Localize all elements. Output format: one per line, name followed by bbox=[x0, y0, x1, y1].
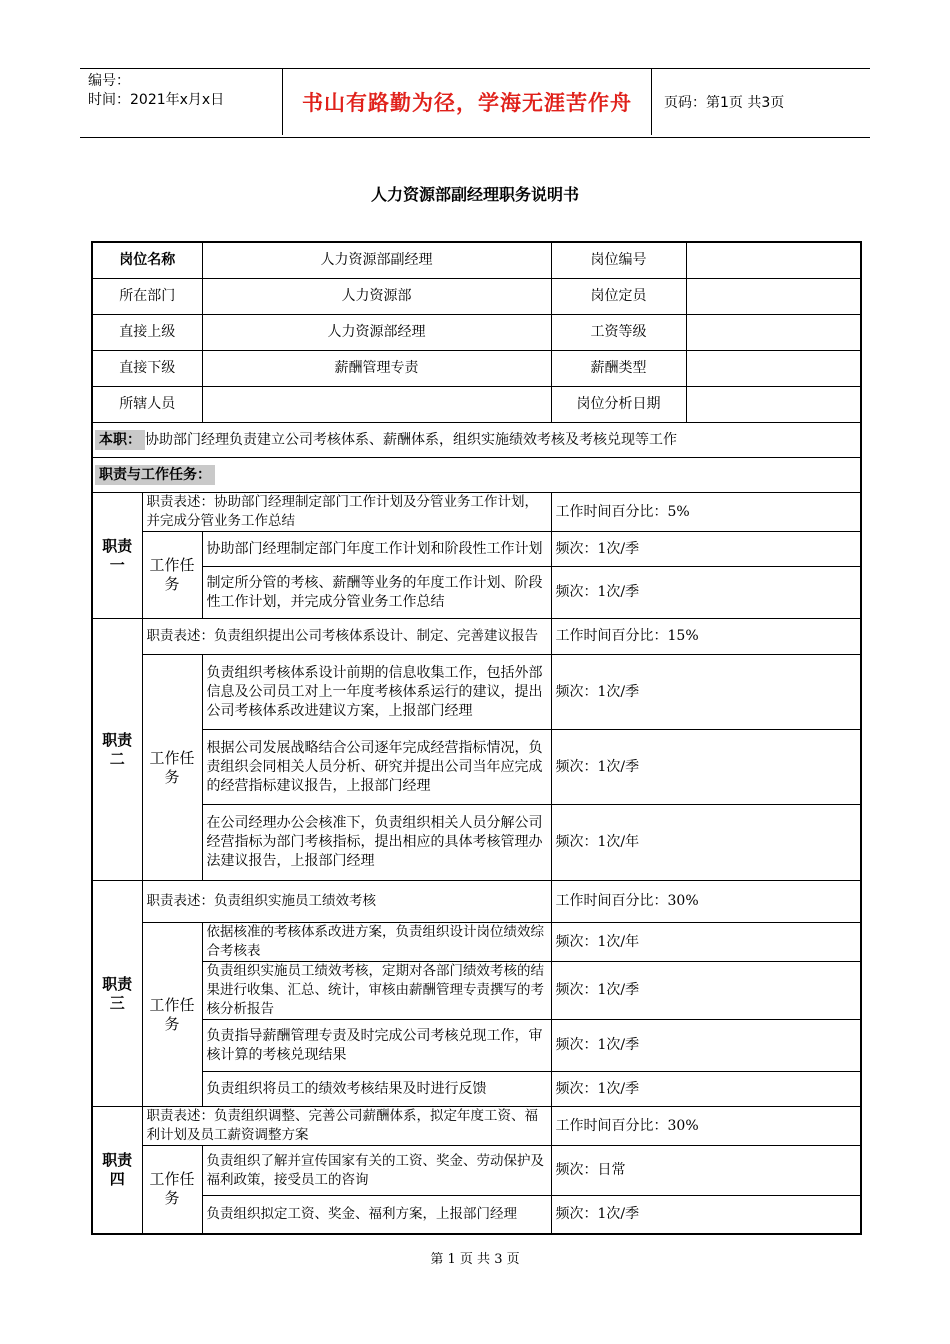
info-key: 岗位名称 bbox=[92, 242, 202, 279]
task-text: 依据核准的考核体系改进方案，负责组织设计岗位绩效综合考核表 bbox=[202, 923, 551, 962]
info-key: 岗位编号 bbox=[551, 242, 686, 279]
task-text: 负责组织将员工的绩效考核结果及时进行反馈 bbox=[202, 1072, 551, 1107]
info-row bbox=[92, 351, 861, 387]
task-text: 根据公司发展战略结合公司逐年完成经营指标情况，负责组织会同相关人员分析、研究并提出公司当年应完成的经营指标建议报告，上报部门经理 bbox=[202, 730, 551, 805]
task-row bbox=[92, 1146, 861, 1196]
info-key: 工资等级 bbox=[551, 315, 686, 351]
duties-header-cell bbox=[92, 458, 861, 493]
duty-percent: 工作时间百分比：30% bbox=[551, 1107, 861, 1146]
task-frequency: 频次：1次/年 bbox=[551, 923, 861, 962]
task-row bbox=[92, 1196, 861, 1234]
info-row bbox=[92, 315, 861, 351]
summary-label: 本职： bbox=[95, 430, 145, 450]
task-frequency: 频次：1次/季 bbox=[551, 730, 861, 805]
info-value bbox=[686, 315, 861, 351]
task-frequency: 频次：1次/季 bbox=[551, 1020, 861, 1072]
task-label: 工作任务 bbox=[142, 1146, 202, 1234]
info-value bbox=[202, 387, 551, 423]
duty-desc-row bbox=[92, 881, 861, 923]
info-key: 直接下级 bbox=[92, 351, 202, 387]
summary-row bbox=[92, 423, 861, 458]
job-description-table bbox=[91, 241, 862, 1235]
info-key: 直接上级 bbox=[92, 315, 202, 351]
info-key: 岗位分析日期 bbox=[551, 387, 686, 423]
header-page-info: 页码：第1页 共3页 bbox=[664, 95, 785, 111]
task-text: 负责组织拟定工资、奖金、福利方案，上报部门经理 bbox=[202, 1196, 551, 1234]
info-value bbox=[686, 279, 861, 315]
duty-percent: 工作时间百分比：5% bbox=[551, 493, 861, 532]
task-label: 工作任务 bbox=[142, 923, 202, 1107]
info-row bbox=[92, 279, 861, 315]
task-text: 在公司经理办公会核准下，负责组织相关人员分解公司经营指标为部门考核指标，提出相应的具体考核管理办法建议报告，上报部门经理 bbox=[202, 805, 551, 881]
task-frequency: 频次：1次/季 bbox=[551, 567, 861, 619]
doc-time-label: 时间：2021年x月x日 bbox=[88, 92, 225, 108]
info-value: 人力资源部经理 bbox=[202, 315, 551, 351]
summary-cell bbox=[92, 423, 861, 458]
info-key: 薪酬类型 bbox=[551, 351, 686, 387]
duty-label: 职责三 bbox=[92, 881, 142, 1107]
task-label: 工作任务 bbox=[142, 655, 202, 881]
duty-label: 职责一 bbox=[92, 493, 142, 619]
duty-percent: 工作时间百分比：30% bbox=[551, 881, 861, 923]
duty-desc-row bbox=[92, 493, 861, 532]
duty-desc-row bbox=[92, 1107, 861, 1146]
duty-description: 职责表述：负责组织提出公司考核体系设计、制定、完善建议报告 bbox=[142, 619, 551, 655]
info-value: 人力资源部副经理 bbox=[202, 242, 551, 279]
summary-text: 协助部门经理负责建立公司考核体系、薪酬体系，组织实施绩效考核及考核兑现等工作 bbox=[145, 431, 677, 448]
task-frequency: 频次：日常 bbox=[551, 1146, 861, 1196]
task-text: 制定所分管的考核、薪酬等业务的年度工作计划、阶段性工作计划，并完成分管业务工作总结 bbox=[202, 567, 551, 619]
task-frequency: 频次：1次/季 bbox=[551, 1072, 861, 1107]
header-motto: 书山有路勤为径，学海无涯苦作舟 bbox=[282, 69, 652, 135]
document-title: 人力资源部副经理职务说明书 bbox=[370, 185, 579, 204]
info-row bbox=[92, 387, 861, 423]
duty-description: 职责表述：协助部门经理制定部门工作计划及分管业务工作计划，并完成分管业务工作总结 bbox=[142, 493, 551, 532]
task-row bbox=[92, 655, 861, 730]
duty-desc-row bbox=[92, 619, 861, 655]
task-row bbox=[92, 805, 861, 881]
task-frequency: 频次：1次/季 bbox=[551, 655, 861, 730]
doc-number-label: 编号： bbox=[88, 73, 130, 89]
info-row bbox=[92, 242, 861, 279]
info-value: 薪酬管理专责 bbox=[202, 351, 551, 387]
info-key: 所在部门 bbox=[92, 279, 202, 315]
duty-description: 职责表述：负责组织调整、完善公司薪酬体系，拟定年度工资、福利计划及员工薪资调整方案 bbox=[142, 1107, 551, 1146]
info-value bbox=[686, 351, 861, 387]
task-row bbox=[92, 923, 861, 962]
task-row bbox=[92, 962, 861, 1020]
task-text: 负责组织了解并宣传国家有关的工资、奖金、劳动保护及福利政策，接受员工的咨询 bbox=[202, 1146, 551, 1196]
duty-label: 职责二 bbox=[92, 619, 142, 881]
task-frequency: 频次：1次/年 bbox=[551, 805, 861, 881]
header-meta bbox=[88, 72, 283, 110]
page-footer: 第 1 页 共 3 页 bbox=[430, 1252, 520, 1267]
task-text: 负责组织实施员工绩效考核，定期对各部门绩效考核的结果进行收集、汇总、统计，审核由薪酬管理专责撰写的考核分析报告 bbox=[202, 962, 551, 1020]
task-label: 工作任务 bbox=[142, 532, 202, 619]
task-frequency: 频次：1次/季 bbox=[551, 1196, 861, 1234]
task-row bbox=[92, 1020, 861, 1072]
task-row bbox=[92, 532, 861, 567]
task-row bbox=[92, 730, 861, 805]
duties-header-row bbox=[92, 458, 861, 493]
task-text: 负责指导薪酬管理专责及时完成公司考核兑现工作，审核计算的考核兑现结果 bbox=[202, 1020, 551, 1072]
task-frequency: 频次：1次/季 bbox=[551, 532, 861, 567]
duty-percent: 工作时间百分比：15% bbox=[551, 619, 861, 655]
info-value: 人力资源部 bbox=[202, 279, 551, 315]
duty-description: 职责表述：负责组织实施员工绩效考核 bbox=[142, 881, 551, 923]
task-text: 协助部门经理制定部门年度工作计划和阶段性工作计划 bbox=[202, 532, 551, 567]
task-row bbox=[92, 1072, 861, 1107]
info-key: 岗位定员 bbox=[551, 279, 686, 315]
duties-header: 职责与工作任务： bbox=[95, 465, 215, 485]
info-value bbox=[686, 242, 861, 279]
task-frequency: 频次：1次/季 bbox=[551, 962, 861, 1020]
task-row bbox=[92, 567, 861, 619]
duty-label: 职责四 bbox=[92, 1107, 142, 1234]
info-value bbox=[686, 387, 861, 423]
page-header bbox=[80, 68, 870, 138]
info-key: 所辖人员 bbox=[92, 387, 202, 423]
task-text: 负责组织考核体系设计前期的信息收集工作，包括外部信息及公司员工对上一年度考核体系运行的建议，提出公司考核体系改进建议方案，上报部门经理 bbox=[202, 655, 551, 730]
